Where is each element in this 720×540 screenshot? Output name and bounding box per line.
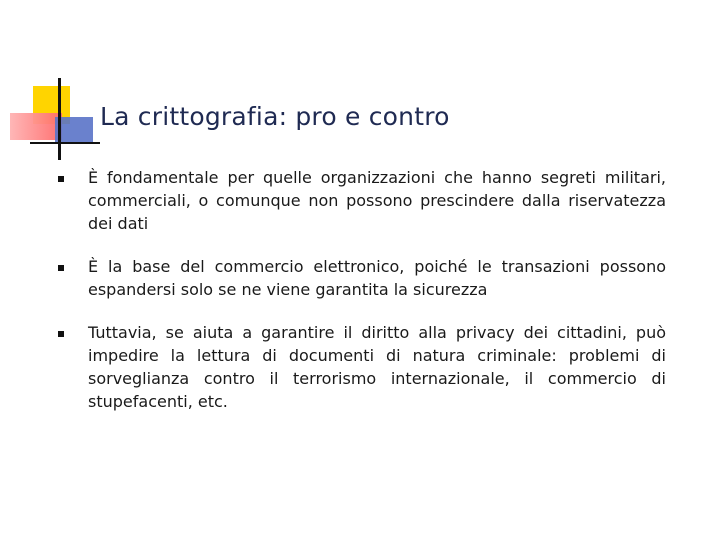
bullet-item <box>56 166 666 235</box>
bullet-text: È fondamentale per quelle organizzazioni che hanno segreti militari, commerciali, o comunque non possono prescindere dalla riservatezza dei dati <box>88 168 666 233</box>
square-bullet-icon <box>58 265 64 271</box>
bullet-item <box>56 321 666 413</box>
corner-logo-decoration <box>0 0 110 170</box>
bullet-list <box>56 166 666 413</box>
horizontal-line-decoration <box>30 142 100 144</box>
square-bullet-icon <box>58 331 64 337</box>
vertical-line-decoration <box>58 78 61 160</box>
bullet-text: È la base del commercio elettronico, poiché le transazioni possono espandersi solo se ne viene garantita la sicurezza <box>88 257 666 299</box>
square-bullet-icon <box>58 176 64 182</box>
slide-title: La crittografia: pro e contro <box>100 102 450 131</box>
bullet-item <box>56 255 666 301</box>
bullet-text: Tuttavia, se aiuta a garantire il diritto alla privacy dei cittadini, può impedire la lettura di documenti di natura criminale: problemi di sorveglianza contro il terrorismo internazionale, il commercio di stupefacenti, etc. <box>88 323 666 411</box>
